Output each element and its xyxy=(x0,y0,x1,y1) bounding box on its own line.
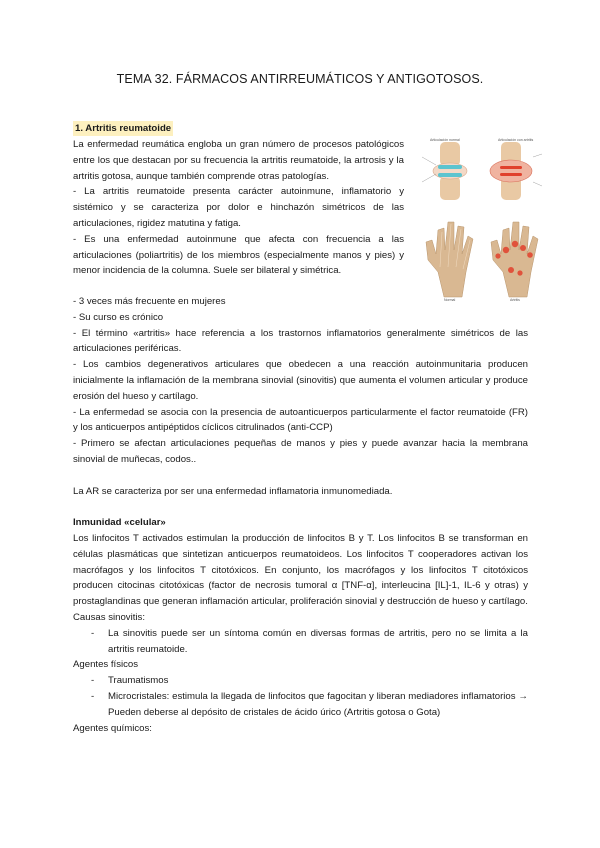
figure-label-arthritis-joint: Articulación con artritis xyxy=(498,138,534,142)
intro-paragraph: - Es una enfermedad autoinmune que afecta con frecuencia a las articulaciones (poliartritis) de los miembros (especialmente manos y pies) y menor incidencia de la columna. Suele ser bilateral y simétrica. xyxy=(73,233,404,277)
summary-paragraph: La AR se caracteriza por ser una enfermedad inflamatoria inmunomediada. xyxy=(73,485,393,497)
physical-item-text: Traumatismos xyxy=(108,675,169,687)
physical-list-item: - Microcristales: estimula la llegada de linfocitos que fagocitan y liberan mediadores inflamatorios → Pueden deberse al depósito de cristales de ácido úrico (Artritis gotosa o Gota) xyxy=(91,690,528,718)
physical-agents-heading: Agentes físicos xyxy=(73,659,139,671)
causes-heading: Causas sinovitis: xyxy=(73,611,145,623)
figure-caption-normal: Normal xyxy=(444,298,456,302)
intro-paragraph: - La artritis reumatoide presenta carácter autoinmune, inflamatorio y sistémico y se caracteriza por dolor e hinchazón simétricos de las articulaciones, rigidez matutina y fatiga. xyxy=(73,186,404,229)
immunity-paragraph: Los linfocitos T activados estimulan la producción de linfocitos B y T. Los linfocitos B se transforman en células plasmáticas que sintetizan anticuerpos reumatoideos. Los linfocitos T cooperadores activan los macrófagos y los linfocitos T citotóxicos. En conjunto, los macrófagos y los linfocitos T citotóxicos producen citocinas citotóxicas (factor de necrosis tumoral α [TNF-α], interleucina [IL]-1, IL-6 y otras) y prostaglandinas que generan inflamación articular, proliferación sinovial y destrucción de hueso y cartílago. xyxy=(73,532,528,608)
list-paragraph: - Su curso es crónico xyxy=(73,311,164,323)
causes-list-item: - La sinovitis puede ser un síntoma común en diversas formas de artritis, pero no se limita a la artritis reumatoide. xyxy=(91,627,528,655)
list-text xyxy=(73,294,528,736)
physical-list-item: - Traumatismos xyxy=(91,675,169,687)
section-heading: 1. Artritis reumatoide xyxy=(75,123,172,134)
list-paragraph: - El término «artritis» hace referencia a los trastornos inflamatorios generalmente simétricos de las articulaciones periféricas. xyxy=(73,327,528,355)
immunity-heading: Inmunidad «celular» xyxy=(73,517,166,529)
list-paragraph: - Los cambios degenerativos articulares que obedecen a una reacción autoinmunitaria producen inicialmente la inflamación de la membrana sinovial (sinovitis) que aumenta el volumen articular y produce erosión del hueso y cartílago. xyxy=(73,359,528,402)
list-paragraph: - Primero se afectan articulaciones pequeñas de manos y pies y puede avanzar hacia la membrana sinovial de muñecas, codos.. xyxy=(73,438,528,465)
chemical-agents-heading: Agentes químicos: xyxy=(73,722,152,734)
arthritis-illustration xyxy=(414,132,544,302)
physical-item-text: Microcristales: estimula la llegada de linfocitos que fagocitan y liberan mediadores inflamatorios → Pueden deberse al depósito de cristales de ácido úrico (Artritis gotosa o Gota) xyxy=(108,690,528,718)
figure-label-normal-joint: Articulación normal xyxy=(430,138,460,142)
figure-caption-arthritis: Artritis xyxy=(510,298,520,302)
list-paragraph: - La enfermedad se asocia con la presencia de autoanticuerpos particularmente el factor reumatoide (FR) y los anticuerpos antipéptidos cíclicos citrulinados (anti-CCP) xyxy=(73,406,528,434)
list-paragraph: - 3 veces más frecuente en mujeres xyxy=(73,296,226,307)
intro-paragraph: La enfermedad reumática engloba un gran número de procesos patológicos entre los que destacan por su frecuencia la artritis reumatoide, la artrosis y la artritis gotosa, aunque también comprende otras patologías. xyxy=(73,139,404,182)
causes-item-text: La sinovitis puede ser un síntoma común en diversas formas de artritis, pero no se limita a la artritis reumatoide. xyxy=(108,627,528,655)
intro-text xyxy=(73,137,404,279)
page-title: TEMA 32. FÁRMACOS ANTIRREUMÁTICOS Y ANTIGOTOSOS. xyxy=(116,72,484,86)
